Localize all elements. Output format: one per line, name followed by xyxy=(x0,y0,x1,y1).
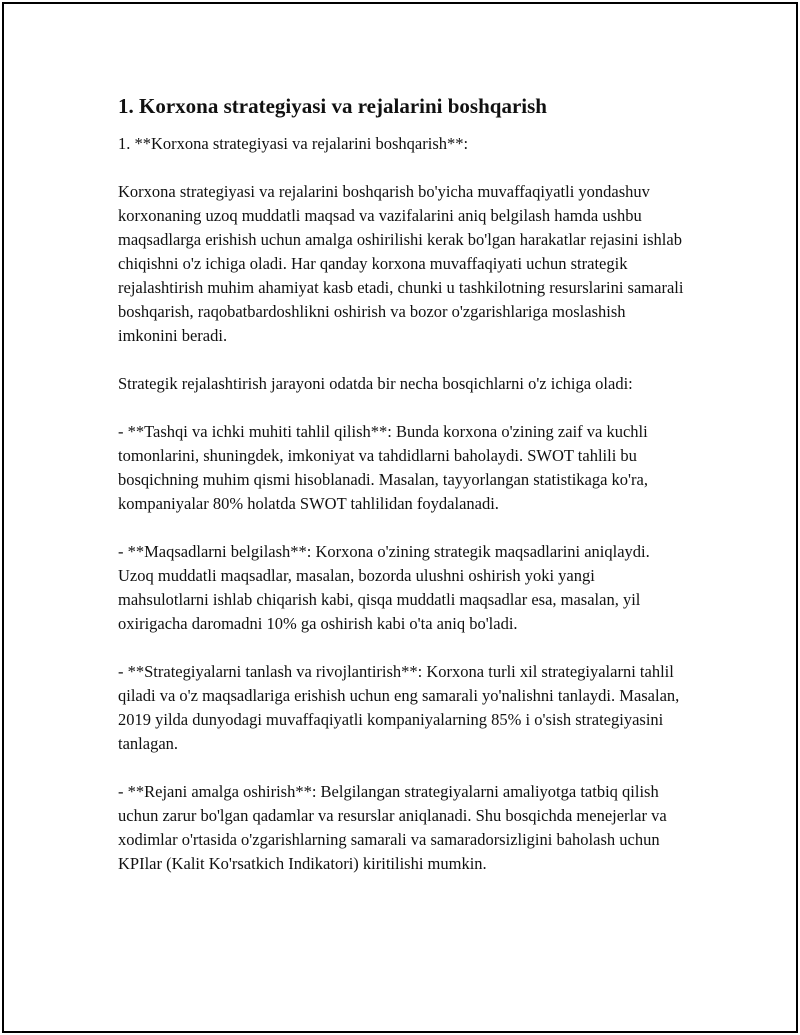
document-body xyxy=(118,92,688,900)
list-item-goal-setting: - **Maqsadlarni belgilash**: Korxona o'zining strategik maqsadlarini aniqlaydi. Uzoq muddatli maqsadlar, masalan, bozorda ulushni oshirish yoki yangi mahsulotlarni ishlab chiqarish kabi, qisqa muddatli maqsadlar esa, masalan, yil oxirigacha daromadni 10% ga oshirish kabi o'ta aniq bo'ladi. xyxy=(118,542,650,633)
list-item-strategy-selection: - **Strategiyalarni tanlash va rivojlantirish**: Korxona turli xil strategiyalarni tahlil qiladi va o'z maqsadlariga erishish uchun eng samarali yo'nalishni tanlaydi. Masalan, 2019 yilda dunyodagi muvaffaqiyatli kompaniyalarning 85% i o'sish strategiyasini tanlagan. xyxy=(118,662,680,753)
paragraph-intro: Korxona strategiyasi va rejalarini boshqarish bo'yicha muvaffaqiyatli yondashuv korxonaning uzoq muddatli maqsad va vazifalarini aniq belgilash hamda ushbu maqsadlarga erishish uchun amalga oshirilishi kerak bo'lgan harakatlar rejasini ishlab chiqishni o'z ichiga oladi. Har qanday korxona muvaffaqiyati uchun strategik rejalashtirish muhim ahamiyat kasb etadi, chunki u tashkilotning resurslarini samarali boshqarish, raqobatbardoshlikni oshirish va bozor o'zgarishlariga moslashish imkonini beradi. xyxy=(118,182,684,345)
paragraph-stages-intro: Strategik rejalashtirish jarayoni odatda bir necha bosqichlarni o'z ichiga oladi: xyxy=(118,374,633,393)
list-item-environment-analysis: - **Tashqi va ichki muhiti tahlil qilish**: Bunda korxona o'zining zaif va kuchli tomonlarini, shuningdek, imkoniyat va tahdidlarni baholaydi. SWOT tahlili bu bosqichning muhim qismi hisoblanadi. Masalan, tayyorlangan statistikaga ko'ra, kompaniyalar 80% holatda SWOT tahlilidan foydalanadi. xyxy=(118,422,648,513)
document-title: 1. Korxona strategiyasi va rejalarini boshqarish xyxy=(118,94,547,118)
list-item-plan-implementation: - **Rejani amalga oshirish**: Belgilangan strategiyalarni amaliyotga tatbiq qilish uchun zarur bo'lgan qadamlar va resurslar aniqlanadi. Shu bosqichda menejerlar va xodimlar o'rtasida o'zgarishlarning samarali va samaradorsizligini baholash uchun KPIlar (Kalit Ko'rsatkich Indikatori) kiritilishi mumkin. xyxy=(118,782,667,873)
paragraph-heading-repeat: 1. **Korxona strategiyasi va rejalarini boshqarish**: xyxy=(118,134,469,153)
